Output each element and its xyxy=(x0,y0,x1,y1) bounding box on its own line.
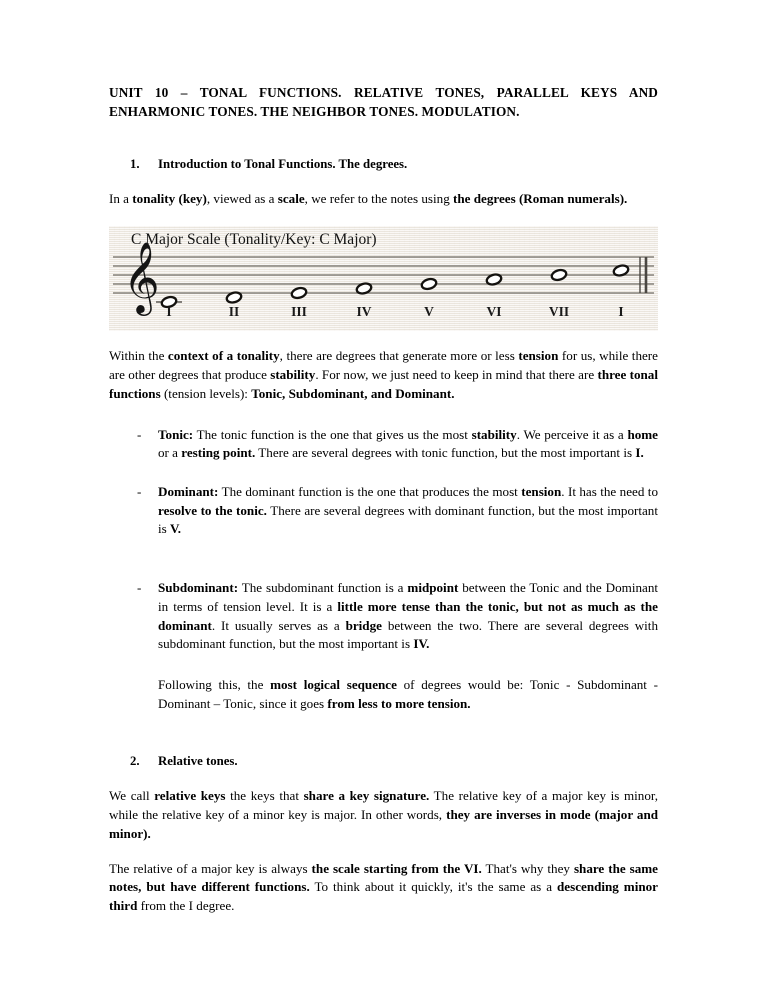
section-title-2: Relative tones. xyxy=(158,754,238,769)
text-run-bold: stability xyxy=(471,426,517,442)
note-III xyxy=(291,287,308,300)
bullet-dash: - xyxy=(137,580,142,596)
text-run: , viewed as a xyxy=(206,190,278,206)
text-run-bold: three tonal functions xyxy=(109,367,658,401)
text-run-bold: the scale starting from the VI. xyxy=(311,860,482,876)
bullet-dash: - xyxy=(137,483,142,499)
text-run-bold: from less to more tension. xyxy=(327,695,471,711)
text-run-bold: stability xyxy=(270,367,316,383)
bullet-text xyxy=(158,426,658,463)
note-heads xyxy=(161,264,630,309)
bullet-dominant xyxy=(109,483,658,539)
text-run-bold: descending minor third xyxy=(109,879,658,913)
text-run: , we refer to the notes using xyxy=(304,190,454,206)
text-run-bold: tonality (key) xyxy=(132,190,207,206)
text-run-bold: share a key signature. xyxy=(303,788,430,804)
bullet-subdominant xyxy=(109,579,658,654)
text-run: . For now, we just need to keep in mind that there are xyxy=(315,367,598,383)
text-run-bold: little more tense than the tonic, but not as much as the dominant xyxy=(158,598,658,633)
text-run-bold: they are inverses in mode (major and minor). xyxy=(109,807,659,841)
text-run: The relative key of a major key is minor, while the relative key of a minor key is major. In other words, xyxy=(109,788,658,823)
text-run-bold: the degrees (Roman numerals). xyxy=(453,190,628,206)
figure-caption: C Major Scale (Tonality/Key: C Major) xyxy=(131,231,377,249)
degree-numeral: V xyxy=(424,304,434,320)
text-run: The relative of a major key is always xyxy=(109,860,312,876)
text-run-bold: context of a tonality xyxy=(167,348,280,364)
bullet-text xyxy=(158,579,658,654)
degree-numeral: II xyxy=(228,304,240,320)
text-run-bold: midpoint xyxy=(407,580,459,596)
paragraph-relative-keys xyxy=(109,787,658,843)
bullet-label: Dominant: xyxy=(158,483,219,499)
text-run-bold: V. xyxy=(170,521,182,537)
paragraph-intro-degrees xyxy=(109,190,658,209)
text-run: the keys that xyxy=(225,788,304,804)
paragraph-logical-sequence xyxy=(158,676,658,713)
text-run-bold: Tonic, Subdominant, and Dominant. xyxy=(251,385,455,401)
paragraph-relative-major xyxy=(109,860,658,916)
text-run: . We perceive it as a xyxy=(516,426,628,442)
document-title: UNIT 10 – TONAL FUNCTIONS. RELATIVE TONES, PARALLEL KEYS AND ENHARMONIC TONES. THE NEIGHBOR TONES. MODULATION. xyxy=(109,85,658,119)
note-V xyxy=(421,278,438,291)
degree-numeral: VI xyxy=(486,304,502,320)
text-run-bold: share the same notes, but have different functions. xyxy=(109,860,658,895)
text-run: To think about it quickly, it's the same as a xyxy=(309,879,557,895)
bullet-text xyxy=(158,483,658,539)
bullet-label: Subdominant: xyxy=(158,580,239,596)
section-title-1: Introduction to Tonal Functions. The degrees. xyxy=(158,156,408,171)
text-run: between the two. There are several degrees with subdominant function, but the most important is xyxy=(158,617,658,652)
text-run: Within the xyxy=(109,348,168,364)
text-run: for us, while there are other degrees that produce xyxy=(109,348,658,383)
section-heading-1 xyxy=(109,156,658,174)
text-run: . It has the need to xyxy=(561,483,658,499)
text-run: That's why they xyxy=(481,860,574,876)
text-run-bold: tension xyxy=(521,483,562,499)
text-run-bold: home xyxy=(627,426,658,442)
degree-numeral: VII xyxy=(548,304,570,320)
text-run: . It usually serves as a xyxy=(211,617,346,633)
text-run-bold: resolve to the tonic. xyxy=(158,502,267,518)
bullet-dash: - xyxy=(137,426,142,442)
text-run: We call xyxy=(109,788,155,804)
text-run-bold: IV. xyxy=(413,636,430,652)
text-run: In a xyxy=(109,190,133,206)
text-run: (tension levels): xyxy=(160,385,252,401)
degree-numeral: IV xyxy=(356,304,372,320)
paragraph-tonal-functions xyxy=(109,347,658,403)
degree-numeral: I xyxy=(618,304,624,320)
text-run: , there are degrees that generate more or less xyxy=(279,348,519,364)
degree-numeral: III xyxy=(291,304,307,320)
text-run-bold: resting point. xyxy=(181,445,256,461)
text-run: The tonic function is the one that gives us the most xyxy=(193,426,472,442)
text-run-bold: relative keys xyxy=(154,788,226,804)
degree-numerals xyxy=(109,304,658,324)
staff-lines xyxy=(113,257,654,293)
text-run: Following this, the xyxy=(158,677,271,692)
text-run-bold: bridge xyxy=(345,617,382,633)
text-run: between the Tonic and the Dominant in terms of tension level. It is a xyxy=(158,580,659,614)
bullet-tonic xyxy=(109,426,658,463)
text-run: The subdominant function is a xyxy=(238,580,408,596)
text-run-bold: most logical sequence xyxy=(270,677,397,692)
section-number-1: 1. xyxy=(130,156,140,171)
c-major-scale-figure xyxy=(109,226,658,331)
svg-text:𝄞: 𝄞 xyxy=(123,240,160,314)
text-run: There are several degrees with tonic function, but the most important is xyxy=(255,445,636,461)
section-number-2: 2. xyxy=(130,754,140,769)
text-run: from the I degree. xyxy=(137,897,235,913)
text-run: There are several degrees with dominant function, but the most important is xyxy=(158,502,658,537)
text-run-bold: scale xyxy=(277,190,305,206)
section-heading-2 xyxy=(109,753,658,771)
text-run-bold: I. xyxy=(635,445,644,461)
text-run: The dominant function is the one that produces the most xyxy=(218,483,522,499)
note-VII xyxy=(551,269,568,282)
degree-numeral: I xyxy=(166,304,172,320)
text-run: or a xyxy=(158,445,182,461)
text-run: of degrees would be: Tonic - Subdominant - Dominant – Tonic, since it goes xyxy=(158,677,658,711)
text-run-bold: tension xyxy=(518,348,559,364)
bullet-label: Tonic: xyxy=(158,426,194,442)
document-content xyxy=(109,84,658,916)
